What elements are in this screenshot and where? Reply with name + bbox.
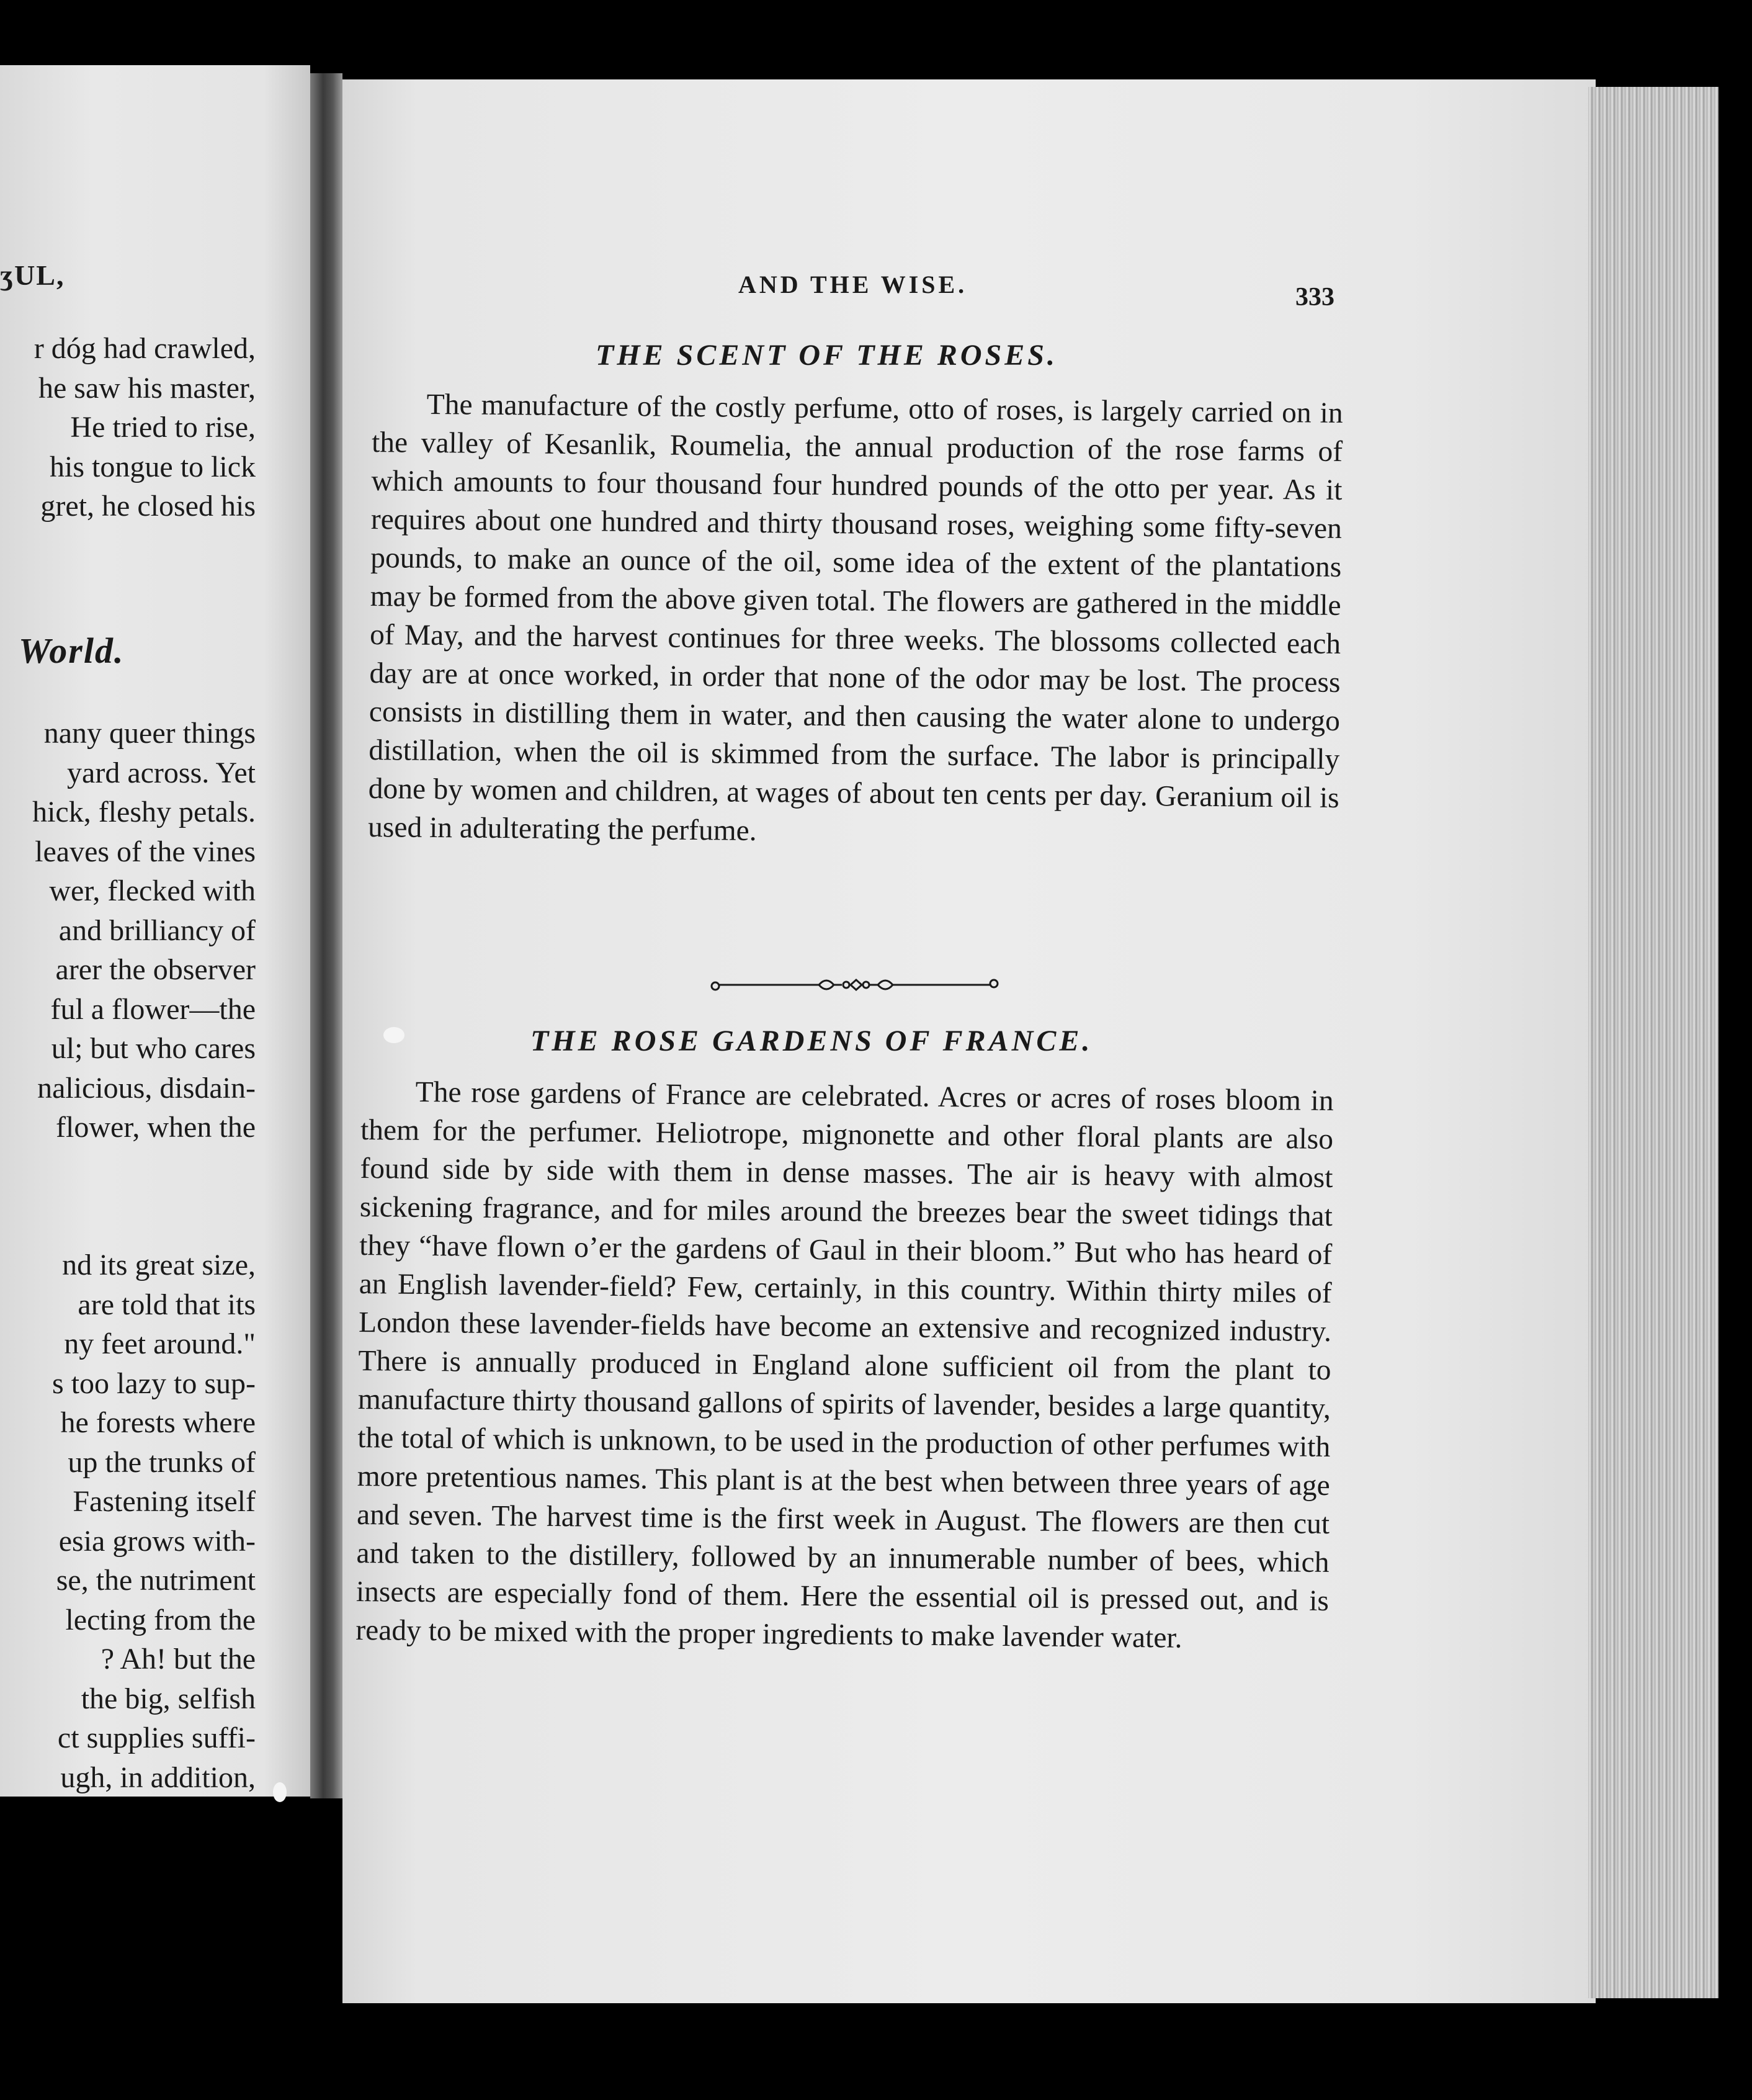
left-page-line: arer the observer [55,953,256,986]
left-page-line: are told that its [78,1288,256,1321]
left-page-line: He tried to rise, [70,411,256,444]
left-page-line: ct supplies suffi- [57,1721,256,1754]
left-page-line: ful a flower—the [50,992,256,1026]
left-page-line: wer, flecked with [49,874,256,907]
left-page-line: ugh, in addition, [60,1761,256,1794]
left-page-line: s too lazy to sup- [52,1366,256,1400]
left-page [0,65,310,1797]
paragraph-text: The manufacture of the costly perfume, otto of roses, is largely carried on in the valley of Kesanlik, Roumelia, the annual production of the rose farms of which amounts to four thousand four hundred pounds of the otto per year. As it requires about one hundred and thirty thousand roses, weighing some fifty-seven pounds, to make an ounce of the oil, some idea of the extent of the plantations may be formed from the above given total. The flowers are gathered in the middle of May, and the harvest continues for three weeks. The blossoms collected each day are at once worked, in order that none of the odor may be lost. The process consists in distilling them in water, and then causing the water alone to undergo distillation, when the oil is skimmed from the surface. The labor is principally done by women and children, at wages of about ten cents per day. Geranium oil is used in adulterating the perfume. [367,388,1343,847]
left-page-line: ul; but who cares [51,1032,256,1065]
left-page-line: he forests where [60,1406,256,1439]
left-page-line: and brilliancy of [58,913,256,947]
left-page-line: gret, he closed his [40,490,256,523]
left-page-line: the big, selfish [81,1682,256,1715]
ornament-divider [710,972,999,997]
left-page-line: nd its great size, [62,1249,256,1281]
section-title-rose-gardens-of-france: THE ROSE GARDENS OF FRANCE. [530,1025,1093,1057]
left-page-line: nalicious, disdain- [37,1071,256,1105]
page-number: 333 [1295,283,1334,312]
left-page-line: yard across. Yet [67,756,256,789]
left-page-lines-c [52,1247,256,1797]
left-page-line: nany queer things [43,717,256,750]
scan-speck [273,1782,287,1802]
left-page-line: ny feet around." [64,1327,256,1360]
section-body-rose-gardens-of-france [355,1072,1334,1659]
left-page-line: se, the nutriment [56,1564,256,1597]
left-page-line: his tongue to lick [50,450,256,483]
left-page-line: leaves of the vines [35,835,256,868]
section-title-scent-of-roses: THE SCENT OF THE ROSES. [596,339,1058,372]
left-page-lines-a [34,331,256,528]
left-page-heading-fragment: World. [19,630,125,671]
left-page-line: Fastening itself [73,1485,256,1518]
left-page-line: he saw his master, [38,371,256,405]
left-page-line: r dóg had crawled, [34,332,256,365]
scan-speck [383,1027,404,1043]
left-page-top-fragment: ʒUL, [0,259,65,291]
left-page-line: up the trunks of [68,1445,256,1479]
paragraph-text: The rose gardens of France are celebrated. Acres or acres of roses bloom in them for the perfumer. Heliotrope, mignonette and other floral plants are also found side by side with them in dense masses. The air is heavy with almost sickening fragrance, and for miles around the breezes bear the sweet tidings that they “have flown o’er the gardens of Gaul in their bloom.” But who has heard of an English lavender-field? Few, certainly, in this country. Within thirty miles of London these lavender-fields have become an extensive and recognized industry. There is annually produced in England alone sufficient oil from the plant to manufacture thirty thousand gallons of spirits of lavender, besides a large quantity, the total of which is unknown, to be used in the production of other perfumes with more pretentious names. This plant is at the best when between three years of age and seven. The harvest time is the first week in August. The flowers are then cut and taken to the distillery, followed by an innumerable number of bees, which insects are especially fond of them. Here the essential oil is pressed out, and is ready to be mixed with the proper ingredients to make lavender water. [355,1075,1334,1654]
left-page-line: ? Ah! but the [101,1643,256,1676]
page-edges [1588,87,1718,1998]
left-page-line: flower, when the [56,1111,256,1144]
section-body-scent-of-roses [368,385,1343,856]
left-page-line: hick, fleshy petals. [32,796,256,828]
left-page-lines-b [32,716,256,1149]
left-page-line: lecting from the [65,1603,256,1636]
left-page-line: esia grows with- [58,1524,256,1558]
book-gutter [310,73,342,1798]
running-head: AND THE WISE. [738,271,968,298]
